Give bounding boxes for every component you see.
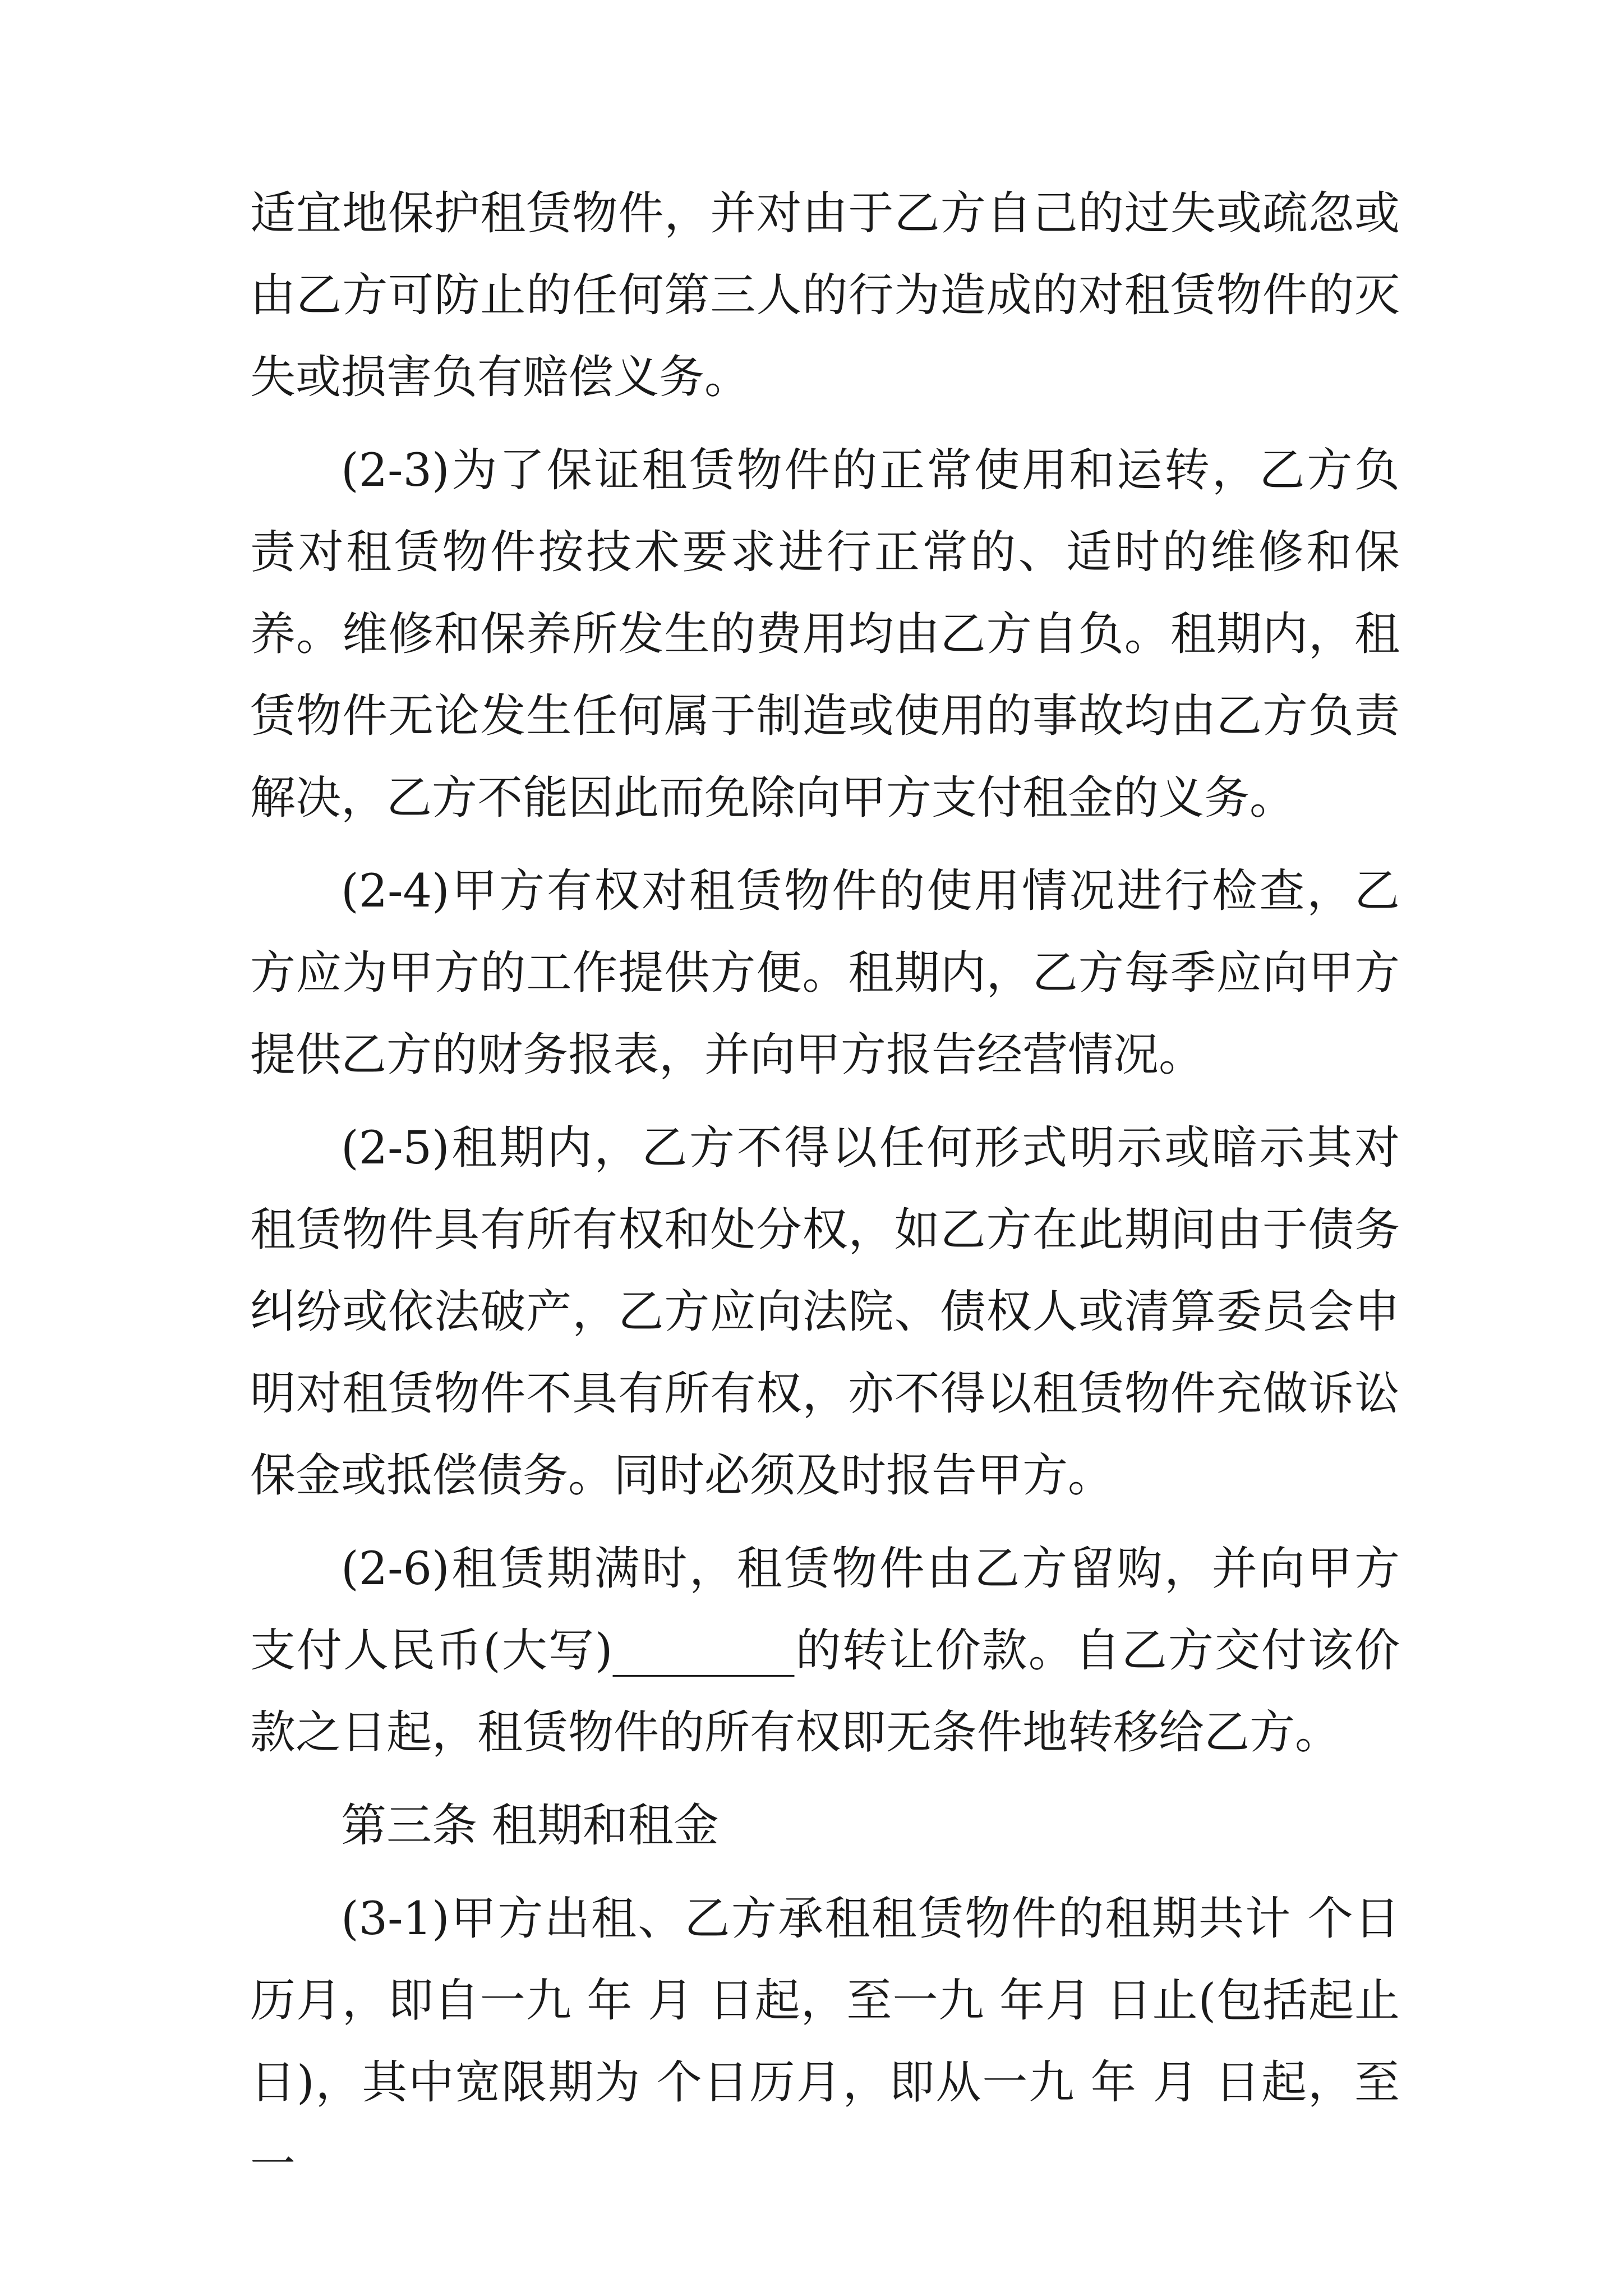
paragraph-protection-duty: 适宜地保护租赁物件，并对由于乙方自己的过失或疏忽或由乙方可防止的任何第三人的行为造成的对租赁物件的灭失或损害负有赔偿义务。 — [250, 187, 1400, 404]
paragraph-clause-2-4: (2-4)甲方有权对租赁物件的使用情况进行检查，乙方应为甲方的工作提供方便。租期内，乙方每季应向甲方提供乙方的财务报表，并向甲方报告经营情况。 — [250, 865, 1400, 1082]
paragraph-clause-3-1: (3-1)甲方出租、乙方承租租赁物件的租期共计 个日历月，即自一九 年 月 日起，至一九 年月 日止(包括起止日)，其中宽限期为 个日历月，即从一九 年 月 日起，至一 — [250, 1893, 1400, 2191]
document-page — [250, 173, 1400, 2217]
section-heading-article-3: 第三条 租期和租金 — [341, 1800, 719, 1852]
paragraph-clause-2-3: (2-3)为了保证租赁物件的正常使用和运转，乙方负责对租赁物件按技术要求进行正常的、适时的维修和保养。维修和保养所发生的费用均由乙方自负。租期内，租赁物件无论发生任何属于制造或使用的事故均由乙方负责解决，乙方不能因此而免除向甲方支付租金的义务。 — [250, 444, 1400, 825]
paragraph-clause-2-6: (2-6)租赁期满时，租赁物件由乙方留购，并向甲方支付人民币(大写)________的转让价款。自乙方交付该价款之日起，租赁物件的所有权即无条件地转移给乙方。 — [250, 1543, 1400, 1759]
paragraph-clause-2-5: (2-5)租期内，乙方不得以任何形式明示或暗示其对租赁物件具有所有权和处分权，如乙方在此期间由于债务纠纷或依法破产，乙方应向法院、债权人或清算委员会申明对租赁物件不具有所有权，亦不得以租赁物件充做诉讼保金或抵偿债务。同时必须及时报告甲方。 — [250, 1122, 1400, 1502]
